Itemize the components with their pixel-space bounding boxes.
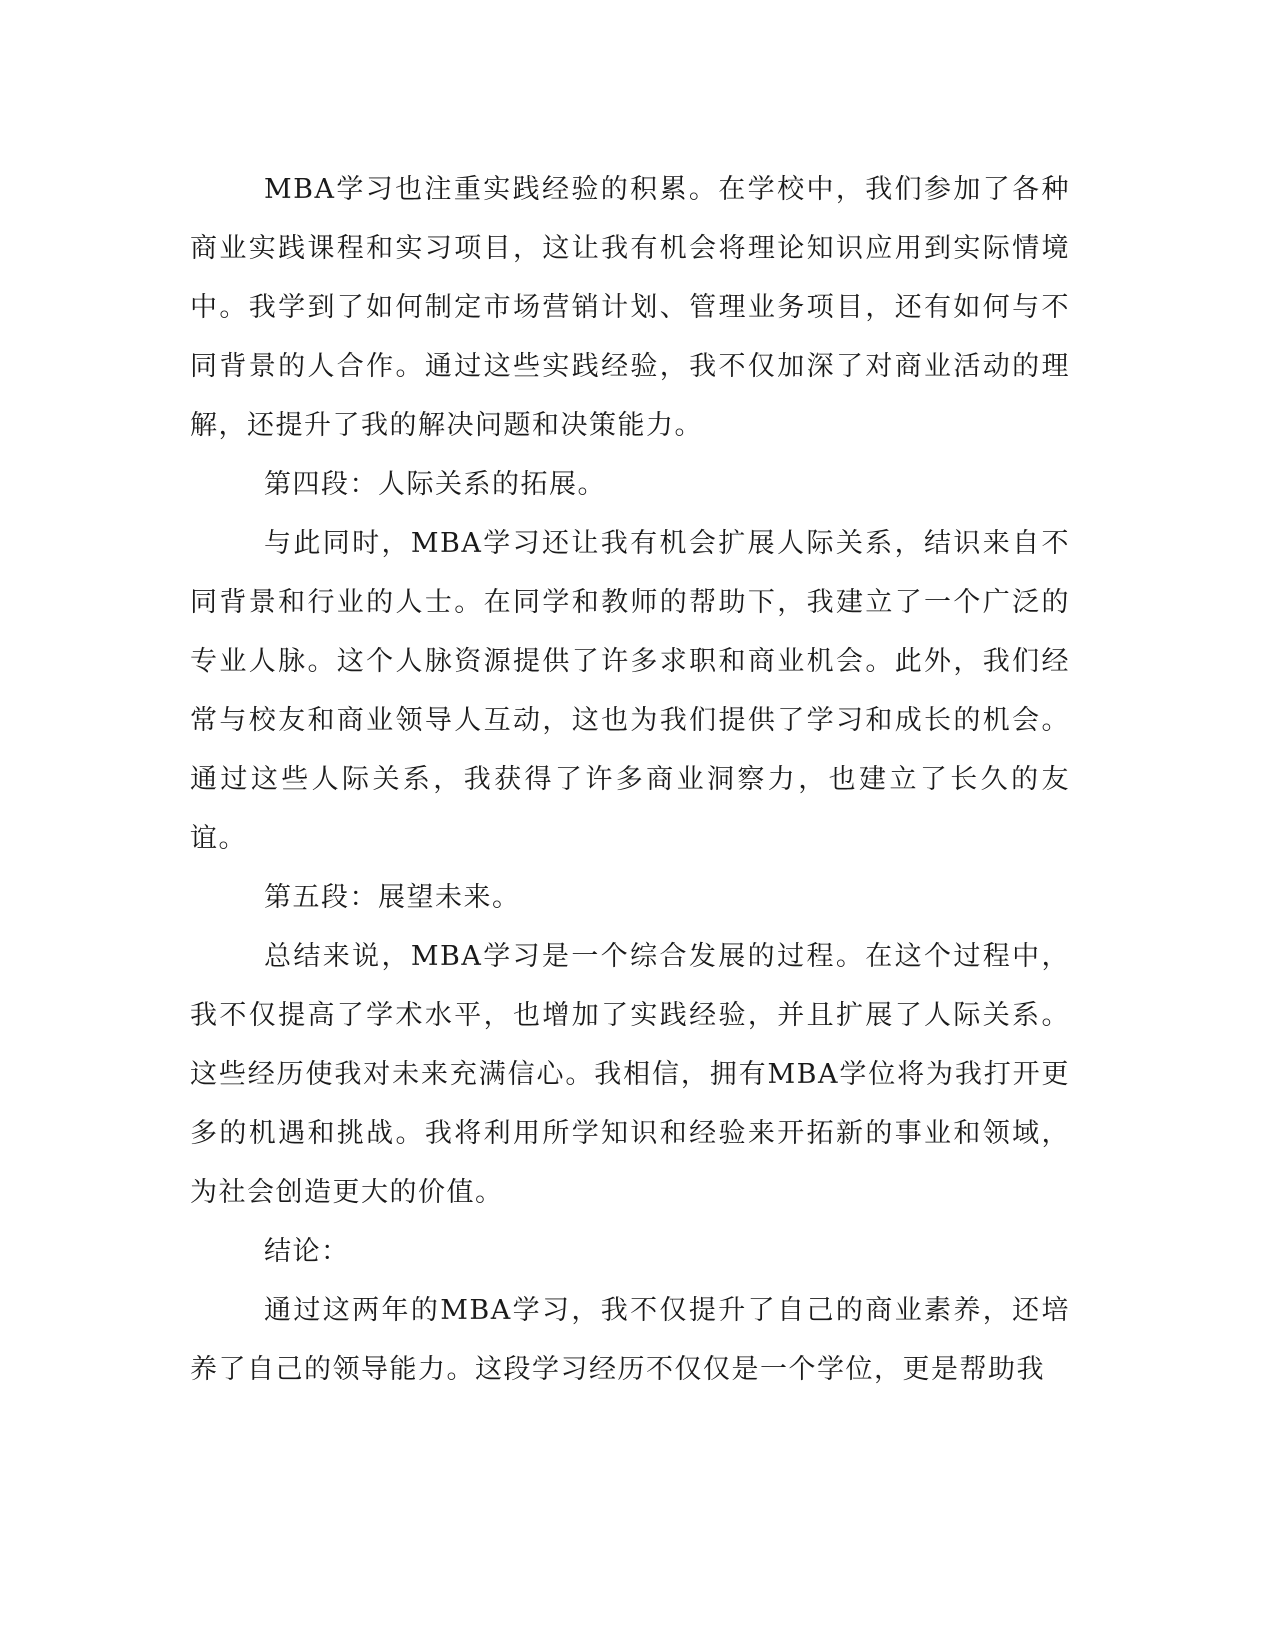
paragraph-practice: MBA学习也注重实践经验的积累。在学校中，我们参加了各种商业实践课程和实习项目，这让我有机会将理论知识应用到实际情境中。我学到了如何制定市场营销计划、管理业务项目，还有如何与不同背景的人合作。通过这些实践经验，我不仅加深了对商业活动的理解，还提升了我的解决问题和决策能力。 bbox=[190, 174, 1070, 441]
paragraph-relationships: 与此同时，MBA学习还让我有机会扩展人际关系，结识来自不同背景和行业的人士。在同学和教师的帮助下，我建立了一个广泛的专业人脉。这个人脉资源提供了许多求职和商业机会。此外，我们经常与校友和商业领导人互动，这也为我们提供了学习和成长的机会。通过这些人际关系，我获得了许多商业洞察力，也建立了长久的友谊。 bbox=[190, 528, 1070, 854]
paragraph-conclusion: 通过这两年的MBA学习，我不仅提升了自己的商业素养，还培养了自己的领导能力。这段学习经历不仅仅是一个学位，更是帮助我 bbox=[190, 1295, 1070, 1385]
document-body bbox=[190, 160, 1070, 1399]
paragraph-future: 总结来说，MBA学习是一个综合发展的过程。在这个过程中，我不仅提高了学术水平，也增加了实践经验，并且扩展了人际关系。这些经历使我对未来充满信心。我相信，拥有MBA学位将为我打开更多的机遇和挑战。我将利用所学知识和经验来开拓新的事业和领域，为社会创造更大的价值。 bbox=[190, 941, 1070, 1208]
section-heading-4: 第四段：人际关系的拓展。 bbox=[264, 469, 606, 500]
conclusion-heading: 结论： bbox=[264, 1236, 350, 1267]
section-heading-5: 第五段：展望未来。 bbox=[264, 882, 521, 913]
